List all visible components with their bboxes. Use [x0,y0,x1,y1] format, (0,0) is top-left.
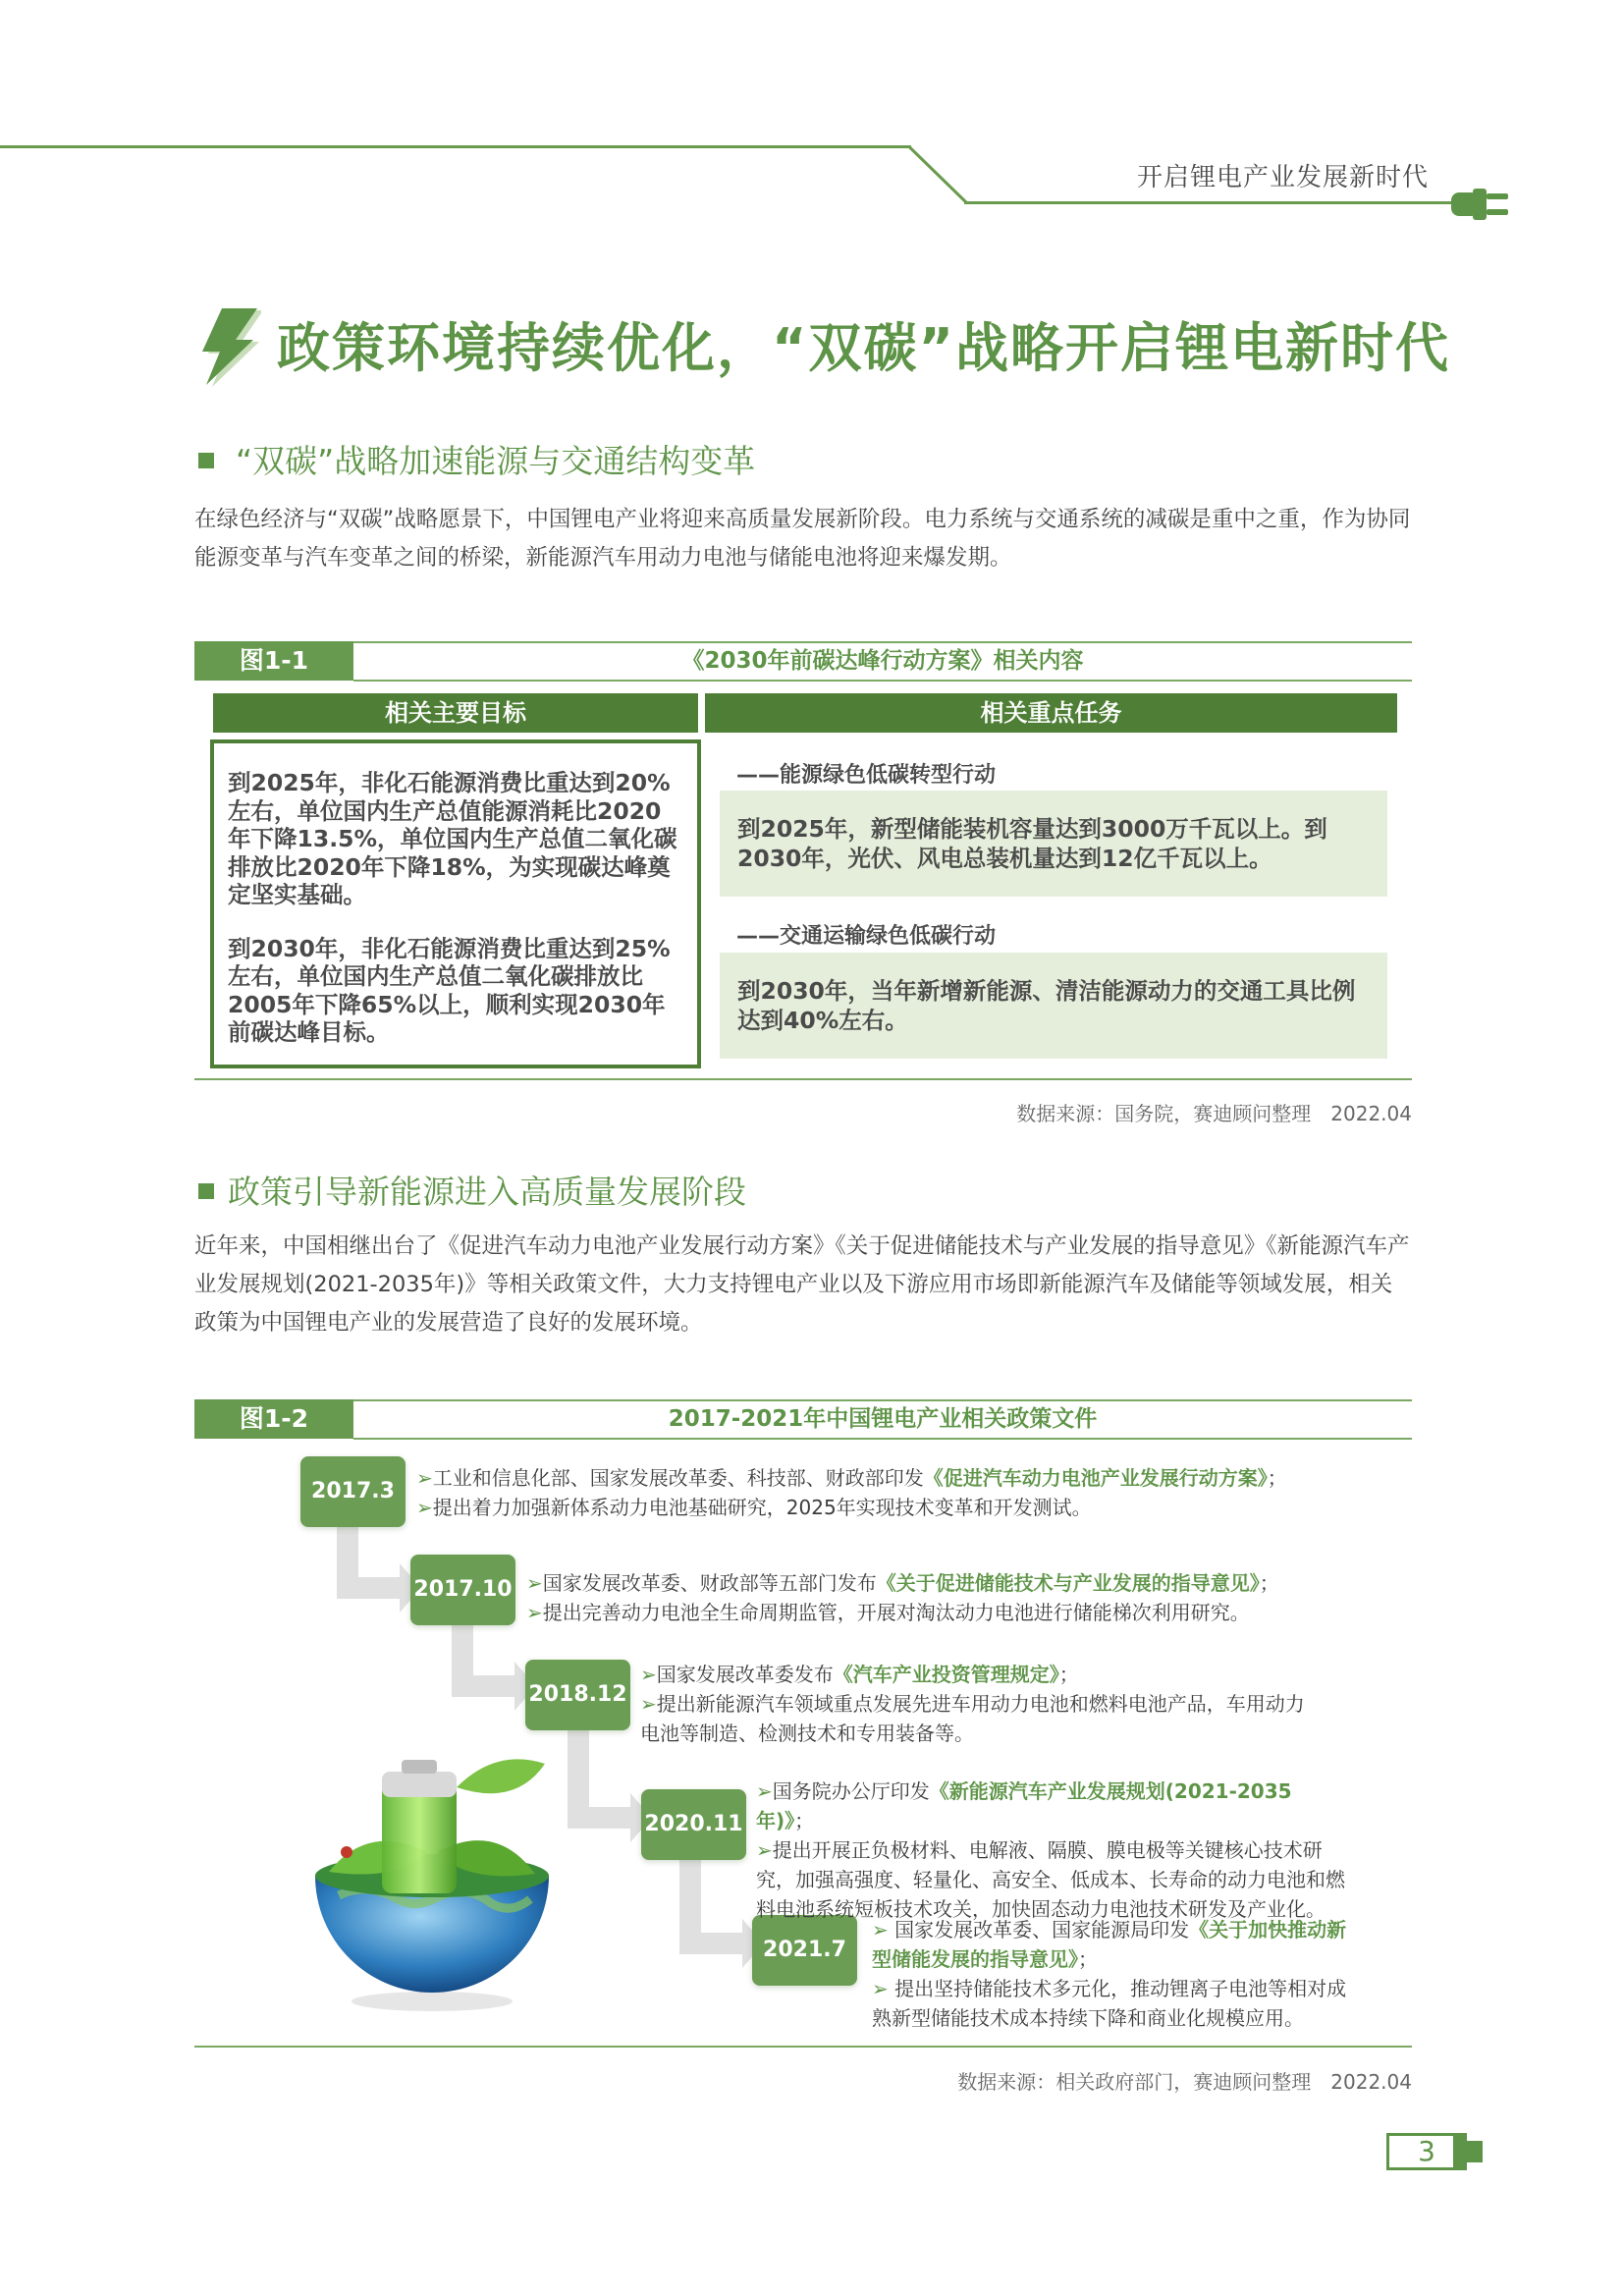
figure2-title: 2017-2021年中国锂电产业相关政策文件 [668,1406,1098,1432]
section1-heading-text: “双碳”战略加速能源与交通结构变革 [236,442,756,480]
timeline-text-2018-12: ➢国家发展改革委发布《汽车产业投资管理规定》； ➢提出新能源汽车领域重点发展先进车用动力电池和燃料电池产品，车用动力电池等制造、检测技术和专用装备等。 [640,1663,1305,1745]
battery-tip-icon [1467,2141,1483,2162]
task2-subheading: ——交通运输绿色低碳行动 [736,924,997,949]
figure2-source: 数据来源：相关政府部门，赛迪顾问整理 2022.04 [957,2070,1412,2094]
timeline-node-2021-7: 2021.7 [752,1915,857,1986]
battery-fill-icon [1453,2136,1464,2167]
goal-2025: 到2025年，非化石能源消费比重达到20%左右，单位国内生产总值能源消耗比2020年下降13.5%，单位国内生产总值二氧化碳排放比2020年下降18%，为实现碳达峰奠定坚实基础。 [228,769,677,908]
section1-paragraph: 在绿色经济与“双碳”战略愿景下，中国锂电产业将迎来高质量发展新阶段。电力系统与交通系统的减碳是重中之重，作为协同能源变革与汽车变革之间的桥梁，新能源汽车用动力电池与储能电池将迎来爆发期。 [194,507,1411,571]
timeline-node-2020-11: 2020.11 [641,1789,746,1860]
timeline-text-2017-10: ➢国家发展改革委、财政部等五部门发布《关于促进储能技术与产业发展的指导意见》； ➢提出完善动力电池全生命周期监管，开展对淘汰动力电池进行储能梯次利用研究。 [526,1571,1279,1624]
figure1-col-goals: 相关主要目标 [213,693,698,733]
figure2-bottom-rule [194,2046,1412,2048]
figure1-title: 《2030年前碳达峰行动方案》相关内容 [681,648,1084,674]
battery-globe-illustration [299,1748,565,2023]
timeline-node-2017-10: 2017.10 [410,1555,515,1625]
section2-heading-text: 政策引导新能源进入高质量发展阶段 [228,1173,746,1211]
figure1-tag: 图1-1 [194,641,353,681]
timeline-text-2021-7: ➢ 国家发展改革委、国家能源局印发《关于加快推动新型储能发展的指导意见》； ➢ 提出坚持储能技术多元化，推动锂离子电池等相对成熟新型储能技术成本持续下降和商业化规模应用。 [872,1918,1347,2030]
goal-2030: 到2030年，非化石能源消费比重达到25%左右，单位国内生产总值二氧化碳排放比2005年下降65%以上，顺利实现2030年前碳达峰目标。 [228,934,671,1046]
header-title: 开启锂电产业发展新时代 [1137,163,1430,192]
timeline-text-2020-11: ➢国务院办公厅印发《新能源汽车产业发展规划(2021-2035年)》； ➢提出开展正负极材料、电解液、隔膜、膜电极等关键核心技术研究，加强高强度、轻量化、高安全、低成本、长寿命的动力电池和燃料电池系统短板技术攻关，加快固态动力电池技术研发及产业化。 [756,1779,1345,1921]
timeline-text-2017-3: ➢工业和信息化部、国家发展改革委、科技部、财政部印发《促进汽车动力电池产业发展行动方案》； ➢提出着力加强新体系动力电池基础研究，2025年实现技术变革和开发测试。 [416,1466,1287,1519]
figure2-tag: 图1-2 [194,1399,353,1439]
timeline-node-2017-3: 2017.3 [300,1456,406,1527]
figure1-col-tasks: 相关重点任务 [705,693,1397,733]
section2-paragraph: 近年来，中国相继出台了《促进汽车动力电池产业发展行动方案》《关于促进储能技术与产业发展的指导意见》《新能源汽车产业发展规划(2021-2035年)》等相关政策文件，大力支持锂电产业以及下游应用市场即新能源汽车及储能等领域发展，相关政策为中国锂电产业的发展营造了良好的发展环境。 [194,1233,1410,1336]
page-title: 政策环境持续优化，“双碳”战略开启锂电新时代 [277,317,1450,379]
figure1-source: 数据来源：国务院，赛迪顾问整理 2022.04 [1016,1102,1412,1125]
task1-subheading: ——能源绿色低碳转型行动 [736,763,997,788]
timeline-node-2018-12: 2018.12 [525,1660,630,1730]
page-number: 3 [1418,2135,1435,2167]
task2-box: 到2030年，当年新增新能源、清洁能源动力的交通工具比例达到40%左右。 [720,953,1387,1059]
task1-box: 到2025年，新型储能装机容量达到3000万千瓦以上。到2030年，光伏、风电总装机量达到12亿千瓦以上。 [720,791,1387,897]
